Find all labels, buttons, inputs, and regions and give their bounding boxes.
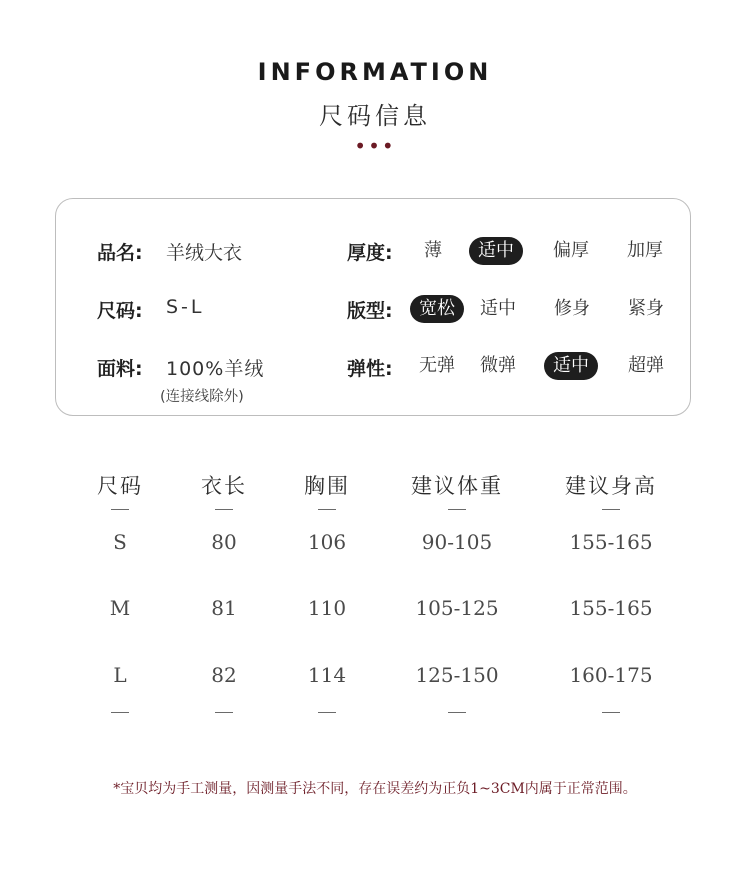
size-label: 尺码:: [97, 300, 143, 322]
header-dash: [111, 509, 129, 510]
table-cell: 82: [211, 663, 237, 687]
decorative-dots: •••: [354, 134, 396, 158]
fit-option-1: 适中: [480, 298, 516, 319]
thickness-label: 厚度:: [347, 242, 393, 264]
thickness-option-3: 加厚: [627, 240, 663, 261]
table-header-chest: 胸围: [304, 474, 350, 498]
name-value: 羊绒大衣: [166, 242, 243, 264]
thickness-option-1: 适中: [469, 237, 523, 265]
footer-dash: [215, 712, 233, 713]
table-cell: 114: [307, 663, 347, 687]
thickness-option-0: 薄: [424, 240, 442, 261]
fit-label: 版型:: [347, 300, 393, 322]
header-dash: [602, 509, 620, 510]
table-cell: 125-150: [415, 663, 499, 687]
footer-dash: [448, 712, 466, 713]
table-cell: 80: [211, 530, 237, 554]
header-dash: [318, 509, 336, 510]
fit-option-0: 宽松: [410, 295, 464, 323]
table-cell: 106: [307, 530, 347, 554]
thickness-option-2: 偏厚: [553, 240, 589, 261]
table-cell: L: [113, 663, 127, 687]
fit-option-2: 修身: [554, 298, 590, 319]
name-label: 品名:: [97, 242, 143, 264]
table-cell: M: [109, 596, 131, 620]
title-en: INFORMATION: [257, 58, 493, 86]
table-header-length: 衣长: [201, 474, 247, 498]
footer-dash: [111, 712, 129, 713]
table-header-weight: 建议体重: [411, 474, 503, 498]
table-cell: 81: [211, 596, 237, 620]
table-cell: S: [113, 530, 127, 554]
elasticity-option-1: 微弹: [480, 355, 516, 376]
table-cell: 90-105: [421, 530, 493, 554]
footer-dash: [602, 712, 620, 713]
table-cell: 105-125: [415, 596, 499, 620]
fabric-note: (连接线除外): [160, 389, 244, 405]
footnote: *宝贝均为手工测量，因测量手法不同，存在误差约为正负1~3CM内属于正常范围。: [113, 781, 637, 797]
fabric-label: 面料:: [97, 358, 143, 380]
elasticity-option-0: 无弹: [419, 355, 455, 376]
elasticity-option-2: 适中: [544, 352, 598, 380]
size-value: S-L: [166, 296, 205, 318]
fabric-value: 100%羊绒: [166, 358, 265, 380]
header-dash: [448, 509, 466, 510]
elasticity-option-3: 超弹: [628, 355, 664, 376]
table-cell: 160-175: [569, 663, 653, 687]
table-header-size: 尺码: [97, 474, 143, 498]
table-cell: 110: [307, 596, 347, 620]
footer-dash: [318, 712, 336, 713]
table-cell: 155-165: [569, 596, 653, 620]
header-dash: [215, 509, 233, 510]
elasticity-label: 弹性:: [347, 358, 393, 380]
table-header-height: 建议身高: [565, 474, 657, 498]
table-cell: 155-165: [569, 530, 653, 554]
fit-option-3: 紧身: [628, 298, 664, 319]
title-cn: 尺码信息: [319, 102, 431, 130]
